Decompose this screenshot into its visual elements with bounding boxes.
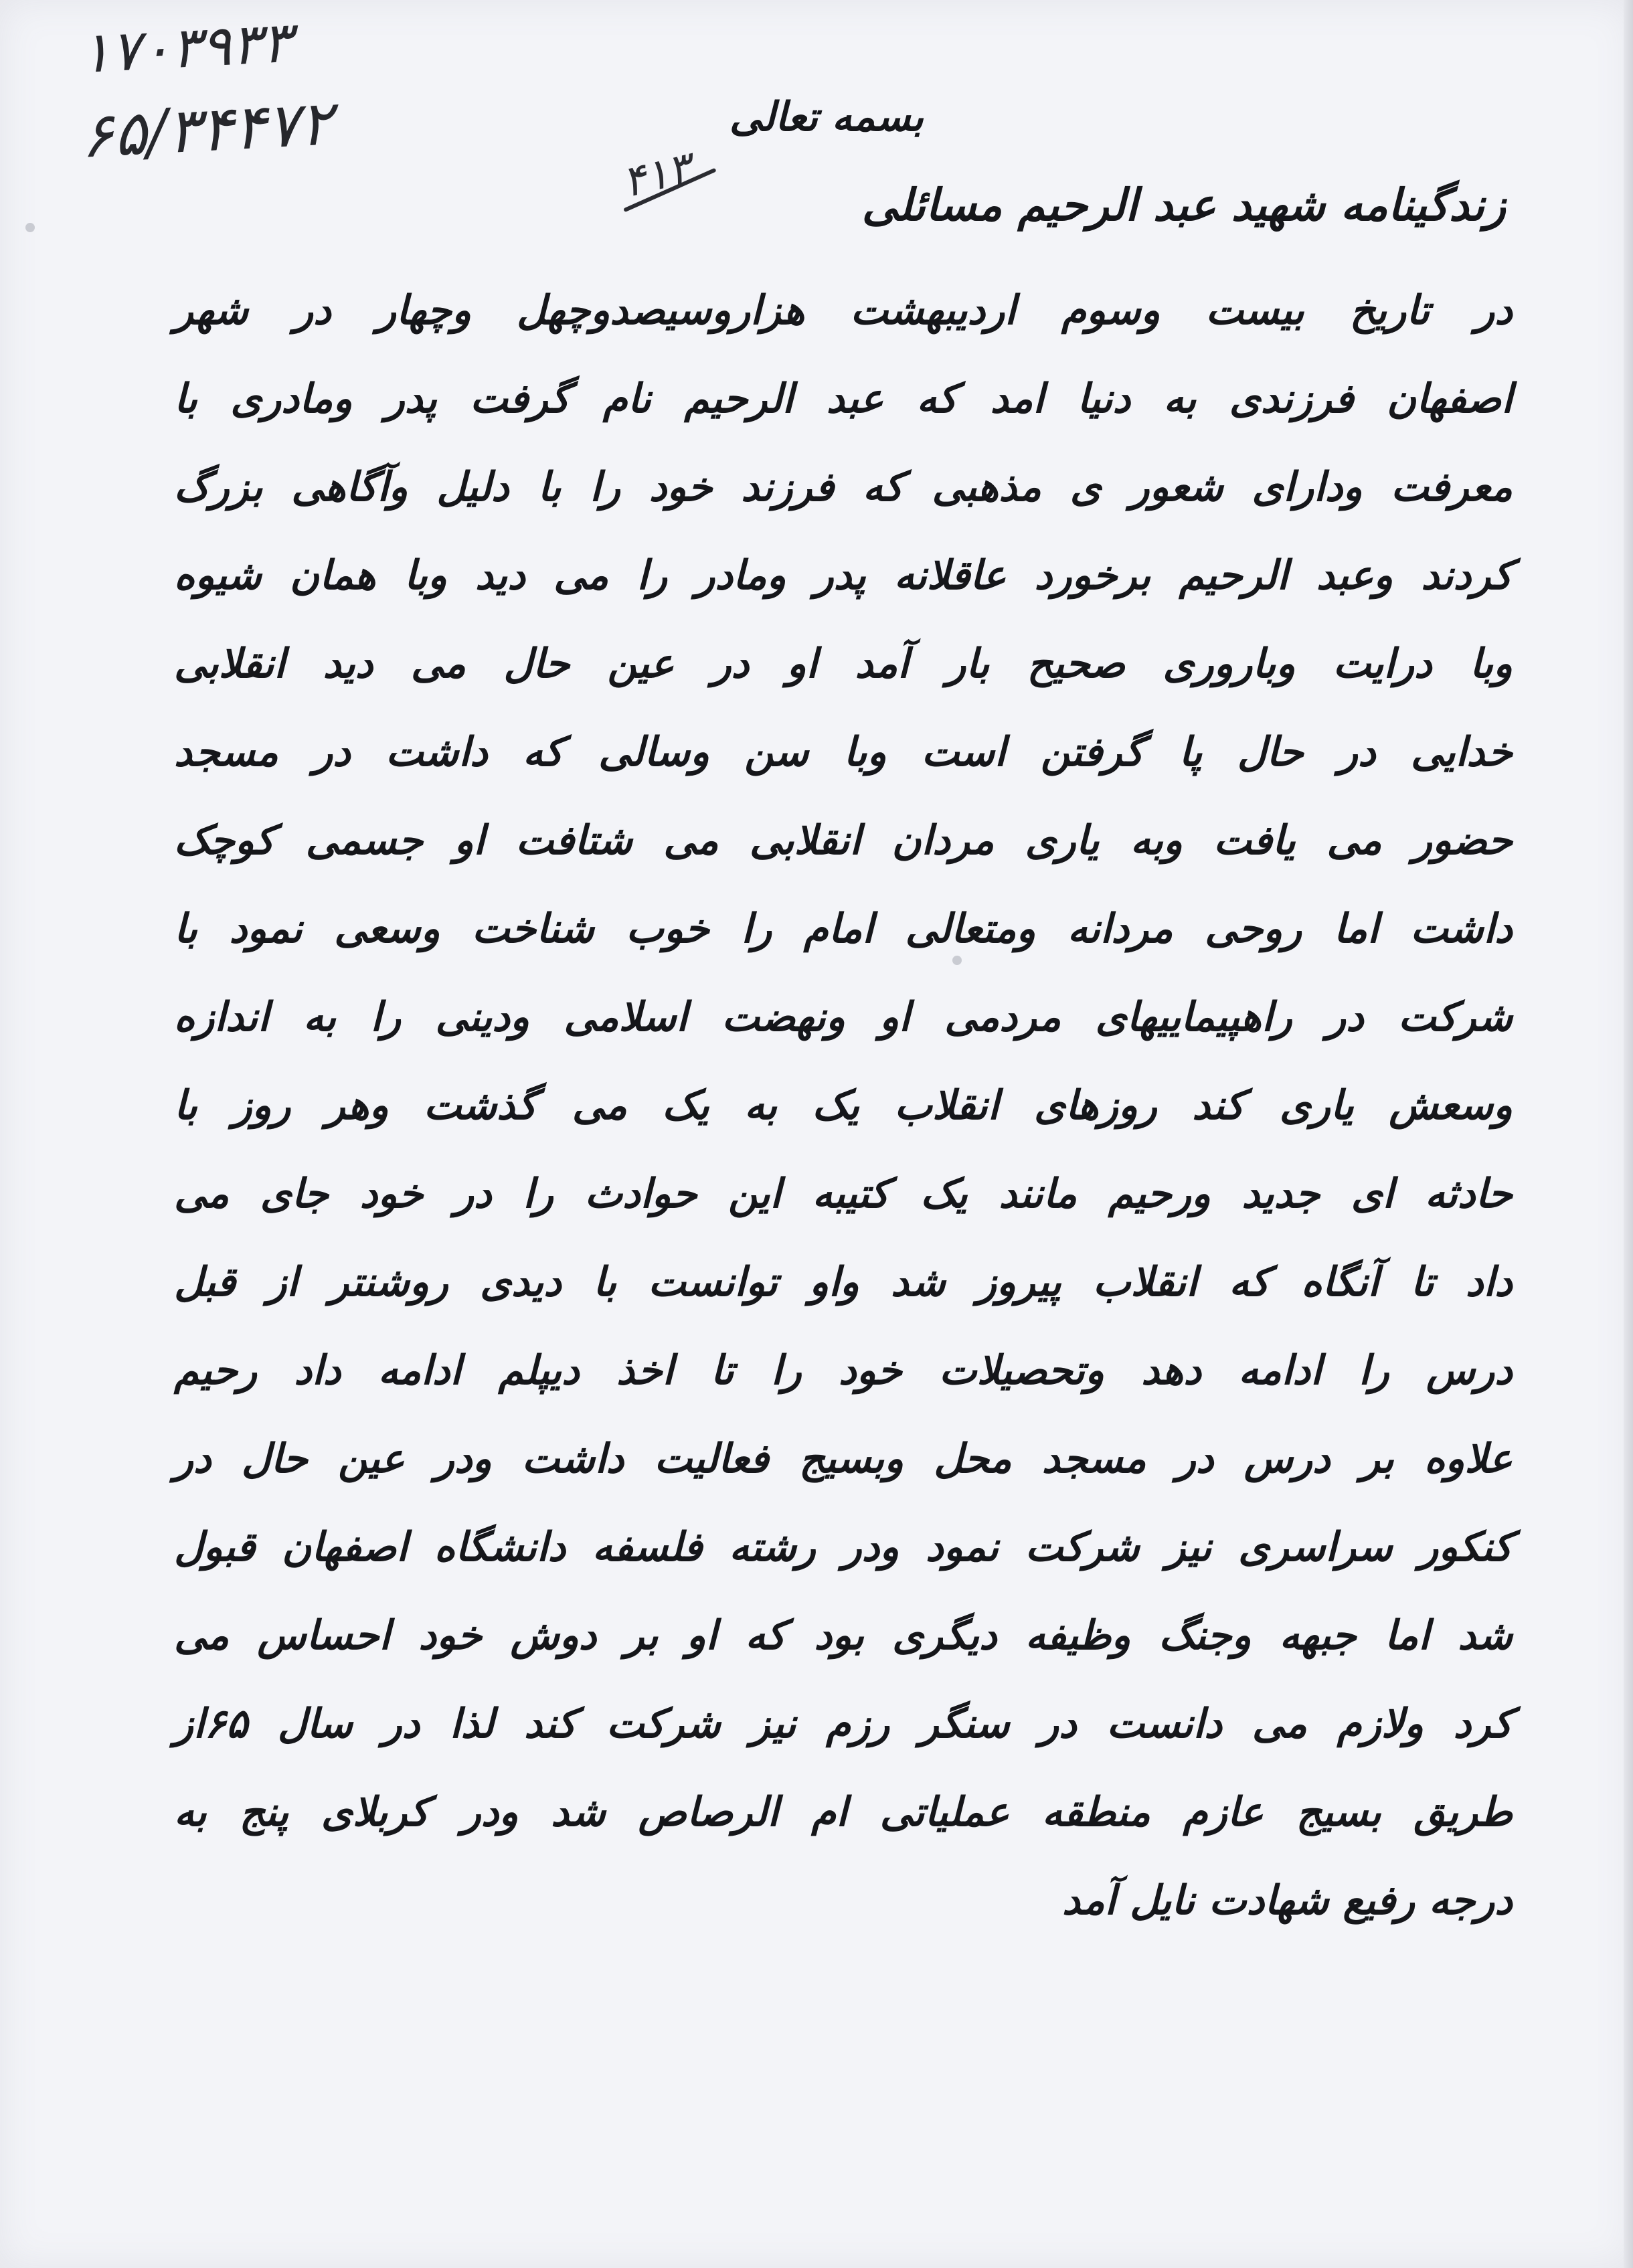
body-line: شرکت در راهپیماییهای مردمی او ونهضت اسلامی ودینی را به اندازه xyxy=(174,994,1513,1041)
body-line: شد اما جبهه وجنگ وظیفه دیگری بود که او بر دوش خود احساس می xyxy=(174,1612,1513,1659)
paper-speck xyxy=(25,223,35,232)
body-line: درجه رفیع شهادت نایل آمد xyxy=(1061,1877,1513,1924)
body-line: کنکور سراسری نیز شرکت نمود ودر رشته فلسفه دانشگاه اصفهان قبول xyxy=(174,1524,1513,1571)
document-title: زندگینامه شهید عبد الرحیم مسائلی xyxy=(861,179,1506,231)
scan-edge xyxy=(1624,0,1633,2268)
body-line: وسعش یاری کند روزهای انقلاب یک به یک می گذشت وهر روز با xyxy=(174,1082,1513,1129)
margin-mark-text: ۴۱۳ xyxy=(617,143,697,208)
body-line: اصفهان فرزندی به دنیا امد که عبد الرحیم نام گرفت پدر ومادری با xyxy=(174,375,1513,422)
body-line: حادثه ای جدید ورحیم مانند یک کتیبه این حوادث را در خود جای می xyxy=(174,1170,1513,1217)
body-line: خدایی در حال پا گرفتن است وبا سن وسالی که داشت در مسجد xyxy=(174,729,1513,776)
body-line: داشت اما روحی مردانه ومتعالی امام را خوب شناخت وسعی نمود با xyxy=(174,905,1513,952)
body-line: طریق بسیج عازم منطقه عملیاتی ام الرصاص شد ودر کربلای پنج به xyxy=(174,1789,1513,1836)
body-line: داد تا آنگاه که انقلاب پیروز شد واو توانست با دیدی روشنتر از قبل xyxy=(174,1259,1513,1306)
body-line: کردند وعبد الرحیم برخورد عاقلانه پدر ومادر را می دید وبا همان شیوه xyxy=(174,552,1513,599)
handwritten-archive-number: ۱۷۰۳۹۳۳ xyxy=(78,9,294,86)
body-line: معرفت ودارای شعور ی مذهبی که فرزند خود را با دلیل وآگاهی بزرگ xyxy=(174,464,1513,511)
body-line: علاوه بر درس در مسجد محل وبسیج فعالیت داشت ودر عین حال در xyxy=(174,1435,1513,1482)
body-line: کرد ولازم می دانست در سنگر رزم نیز شرکت کند لذا در سال ۶۵از xyxy=(174,1700,1513,1747)
body-line: حضور می یافت وبه یاری مردان انقلابی می شتافت او جسمی کوچک xyxy=(174,817,1513,864)
body-line: درس را ادامه دهد وتحصیلات خود را تا اخذ دیپلم ادامه داد رحیم xyxy=(174,1347,1513,1394)
handwritten-margin-mark xyxy=(618,143,697,208)
invocation-heading: بسمه تعالی xyxy=(729,94,924,141)
body-line: در تاریخ بیست وسوم اردیبهشت هزاروسیصدوچهل وچهار در شهر xyxy=(174,287,1513,334)
biography-body xyxy=(174,266,1513,1945)
handwritten-file-number: ۶۵/۳۴۴۷۲ xyxy=(78,87,335,172)
body-line: وبا درایت وباروری صحیح بار آمد او در عین حال می دید انقلابی xyxy=(174,640,1513,687)
